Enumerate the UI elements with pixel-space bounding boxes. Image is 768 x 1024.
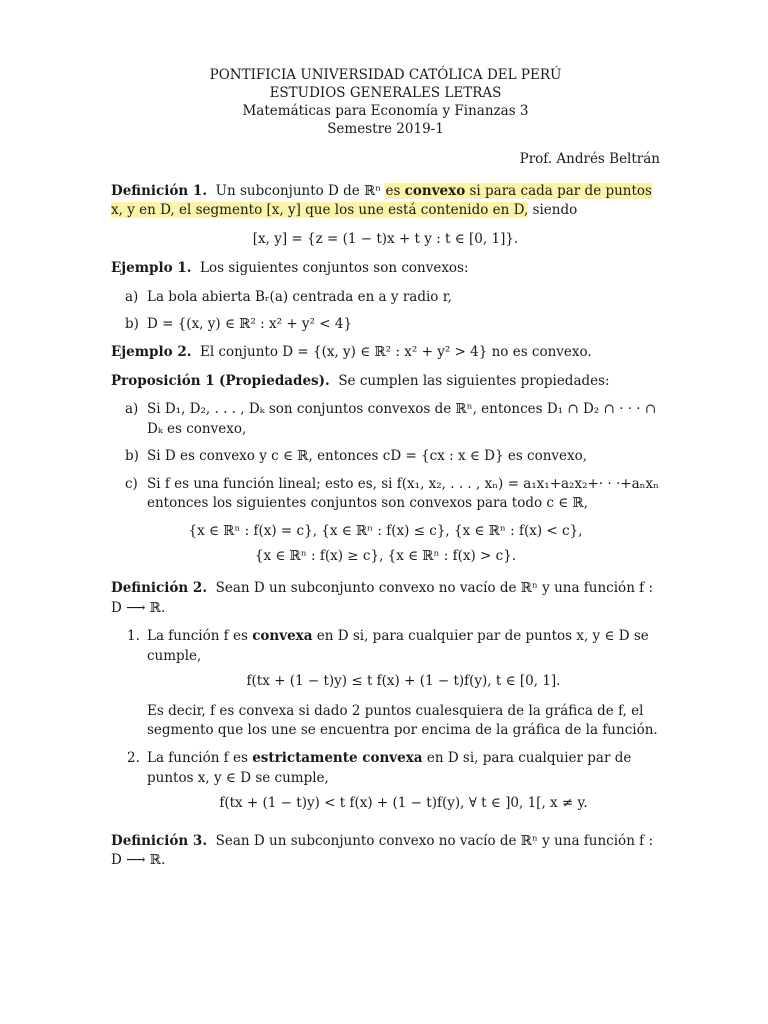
list-marker: 1. — [127, 628, 140, 645]
list-item-text: Si D₁, D₂, . . . , Dₖ son conjuntos convexos de ℝⁿ, entonces D₁ ∩ D₂ ∩ · · · ∩ Dₖ es convexo, — [147, 401, 657, 437]
example-2-label: Ejemplo 2. — [111, 343, 192, 360]
list-item-text-a: La función f es — [147, 628, 248, 645]
list-item-text-b: en D si, para cualquier par de puntos x, y ∈ D se cumple, — [147, 749, 632, 786]
list-item — [125, 315, 660, 335]
definition-1-label: Definición 1. — [111, 182, 208, 199]
course-name: Matemáticas para Economía y Finanzas 3 — [242, 103, 529, 119]
list-marker: a) — [125, 401, 139, 418]
example-1-label: Ejemplo 1. — [111, 260, 192, 277]
example-1 — [111, 259, 660, 279]
definition-2-list — [111, 627, 660, 824]
example-1-text: Los siguientes conjuntos son convexos: — [200, 260, 469, 277]
proposition-1-formula-1: {x ∈ ℝⁿ : f(x) = c}, {x ∈ ℝⁿ : f(x) ≤ c}, {x ∈ ℝⁿ : f(x) < c}, — [188, 522, 583, 539]
highlight-bold: convexo — [404, 182, 466, 199]
definition-1-text-b: siendo — [532, 202, 578, 219]
example-2-text: El conjunto D = {(x, y) ∈ ℝ² : x² + y² > 4} no es convexo. — [200, 343, 592, 360]
list-item-text: Si f es una función lineal; esto es, si f(x₁, x₂, . . . , xₙ) = a₁x₁+a₂x₂+· · ·+aₙxₙ entonces los siguientes conjuntos son convexos para todo c ∈ ℝ, — [147, 475, 659, 512]
list-item-text: La bola abierta Bᵣ(a) centrada en a y radio r, — [147, 288, 452, 305]
list-marker: a) — [125, 288, 139, 305]
convexa-formula: f(tx + (1 − t)y) ≤ t f(x) + (1 − t)f(y), t ∈ [0, 1]. — [246, 673, 561, 690]
list-item-body — [147, 627, 660, 741]
proposition-1-title: (Propiedades). — [219, 372, 330, 389]
definition-3-label: Definición 3. — [111, 832, 208, 849]
convexa-note: Es decir, f es convexa si dado 2 puntos cualesquiera de la gráfica de f, el segmento que los une se encuentra por encima de la gráfica de la función. — [147, 702, 658, 739]
definition-1 — [111, 182, 660, 221]
list-marker: c) — [125, 475, 138, 492]
list-marker: 2. — [127, 749, 140, 766]
highlight-text-1: es — [385, 182, 401, 199]
faculty-name: ESTUDIOS GENERALES LETRAS — [269, 85, 502, 101]
list-item — [127, 749, 660, 824]
list-marker: b) — [125, 316, 139, 333]
definition-1-formula: [x, y] = {z = (1 − t)x + t y : t ∈ [0, 1]}. — [252, 230, 519, 247]
definition-2-text: Sean D un subconjunto convexo no vacío de ℝⁿ y una función f : D ⟶ ℝ. — [111, 580, 654, 616]
proposition-1 — [111, 372, 660, 392]
list-item-text: D = {(x, y) ∈ ℝ² : x² + y² < 4} — [147, 316, 353, 333]
list-item — [125, 288, 660, 308]
university-name: PONTIFICIA UNIVERSIDAD CATÓLICA DEL PERÚ — [209, 67, 562, 83]
definition-3-text: Sean D un subconjunto convexo no vacío de ℝⁿ y una función f : D ⟶ ℝ. — [111, 832, 654, 869]
proposition-1-text: Se cumplen las siguientes propiedades: — [338, 372, 610, 389]
list-item — [125, 447, 660, 467]
definition-2 — [111, 579, 660, 618]
list-item — [125, 400, 660, 439]
proposition-1-label: Proposición 1 — [111, 372, 215, 389]
list-item — [127, 627, 660, 741]
list-item-text-b: en D si, para cualquier par de puntos x, y ∈ D se cumple, — [147, 628, 649, 664]
list-marker: b) — [125, 448, 139, 465]
semester: Semestre 2019-1 — [327, 121, 444, 137]
definition-3 — [111, 832, 660, 871]
list-item-text: Si D es convexo y c ∈ ℝ, entonces cD = {cx : x ∈ D} es convexo, — [147, 448, 588, 465]
list-item — [125, 475, 660, 514]
definition-1-text-a: Un subconjunto D de ℝⁿ — [215, 182, 382, 199]
proposition-1-list — [111, 400, 660, 514]
example-1-list — [111, 288, 660, 335]
estrictamente-convexa-formula: f(tx + (1 − t)y) < t f(x) + (1 − t)f(y), ∀ t ∈ ]0, 1[, x ≠ y. — [219, 795, 588, 812]
term-convexa: convexa — [252, 628, 313, 645]
professor-name: Prof. Andrés Beltrán — [519, 151, 660, 167]
term-estrictamente-convexa: estrictamente convexa — [252, 749, 423, 766]
document-page — [111, 66, 660, 880]
document-header — [111, 66, 660, 138]
example-2 — [111, 343, 660, 363]
highlight-text-2: si para cada par de puntos x, y en D, el segmento [x, y] que los une está contenido en D, — [111, 182, 652, 219]
definition-2-label: Definición 2. — [111, 580, 208, 596]
list-item-body — [147, 749, 660, 824]
proposition-1-formula-2: {x ∈ ℝⁿ : f(x) ≥ c}, {x ∈ ℝⁿ : f(x) > c}. — [254, 548, 517, 565]
list-item-text-a: La función f es — [147, 749, 248, 766]
